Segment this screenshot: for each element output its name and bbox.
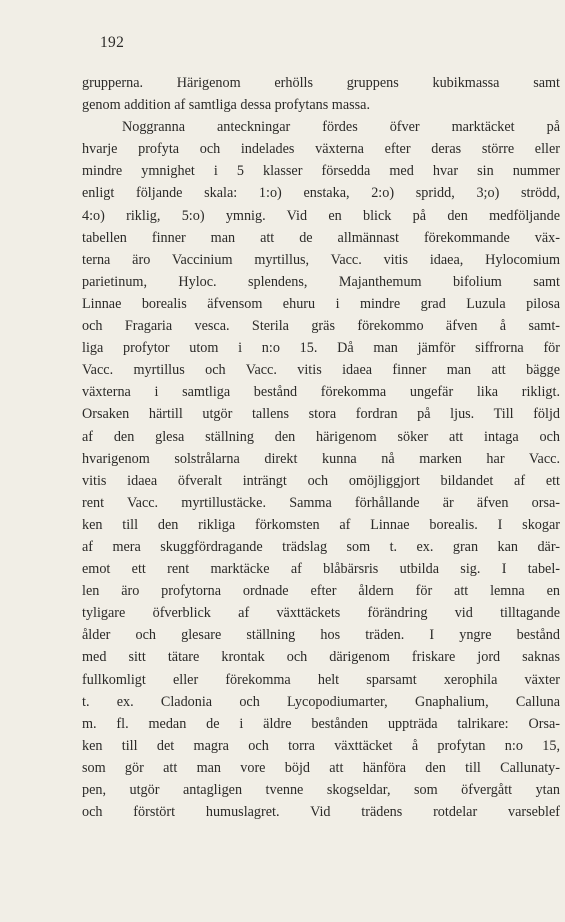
text-line: Vacc. myrtillus och Vacc. vitis idaea finner man att bägge: [82, 362, 560, 379]
text-line: hvarigenom solstrålarna direkt kunna nå marken har Vacc.: [82, 450, 560, 467]
text-line: ken till den rikliga förkomsten af Linnae borealis. I skogar: [82, 516, 560, 533]
text-line: terna äro Vaccinium myrtillus, Vacc. vitis idaea, Hylocomium: [82, 251, 560, 268]
text-line: len äro profytorna ordnade efter åldern för att lemna en: [82, 583, 560, 600]
text-line: ålder och glesare ställning hos träden. I yngre bestånd: [82, 627, 560, 644]
text-line: parietinum, Hyloc. splendens, Majanthemum bifolium samt: [82, 273, 560, 290]
text-line: genom addition af samtliga dessa profytans massa.: [82, 97, 371, 114]
text-line: liga profytor utom i n:o 15. Då man jämför siffrorna för: [82, 340, 560, 357]
text-line: och Fragaria vesca. Sterila gräs förekommo äfven å samt-: [82, 318, 560, 335]
text-line: enligt följande skala: 1:o) enstaka, 2:o) spridd, 3;o) strödd,: [82, 185, 560, 202]
text-line: vitis idaea öfveralt inträngt och omöjliggjort bildandet af ett: [82, 472, 560, 489]
text-line: af den glesa ställning den härigenom söker att intaga och: [82, 428, 560, 445]
text-line: grupperna. Härigenom erhölls gruppens kubikmassa samt: [82, 75, 560, 91]
text-line: mindre ymnighet i 5 klasser försedda med hvar sin nummer: [82, 163, 560, 180]
text-line: hvarje profyta och indelades växterna efter deras större eller: [82, 141, 560, 158]
text-line: t. ex. Cladonia och Lycopodiumarter, Gnaphalium, Calluna: [82, 693, 560, 710]
text-line: och förstört humuslagret. Vid trädens rotdelar varseblef: [82, 804, 560, 821]
text-line: Orsaken härtill utgör tallens stora fordran på ljus. Till följd: [82, 406, 560, 423]
text-line: Linnae borealis äfvensom ehuru i mindre grad Luzula pilosa: [82, 295, 560, 312]
text-line: Noggranna anteckningar fördes öfver marktäcket på: [122, 119, 560, 136]
body-text: [82, 72, 560, 823]
text-line: tyligare öfverblick af växttäckets förändring vid tilltagande: [82, 605, 560, 622]
text-line: tabellen finner man att de allmännast förekommande väx-: [82, 229, 560, 246]
text-line: 4:o) riklig, 5:o) ymnig. Vid en blick på den medföljande: [82, 207, 560, 224]
page-number: 192: [100, 34, 125, 51]
text-line: emot ett rent marktäcke af blåbärsris utbilda sig. I tabel-: [82, 561, 560, 578]
text-line: med sitt tätare krontak och därigenom friskare jord saknas: [82, 649, 560, 666]
text-line: rent Vacc. myrtillustäcke. Samma förhållande är äfven orsa-: [82, 494, 560, 511]
text-line: m. fl. medan de i äldre bestånden uppträda talrikare: Orsa-: [82, 715, 560, 732]
text-line: af mera skuggfördragande trädslag som t. ex. gran kan där-: [82, 538, 560, 555]
text-line: fullkomligt eller förekomma helt sparsamt xerophila växter: [82, 671, 560, 688]
text-line: växterna i samtliga bestånd förekomma ungefär lika rikligt.: [82, 384, 560, 401]
text-line: ken till det magra och torra växttäcket å profytan n:o 15,: [82, 737, 560, 754]
text-line: som gör att man vore böjd att hänföra den till Callunaty-: [82, 759, 560, 776]
text-line: pen, utgör antagligen tvenne skogseldar, som öfvergått ytan: [82, 782, 560, 798]
